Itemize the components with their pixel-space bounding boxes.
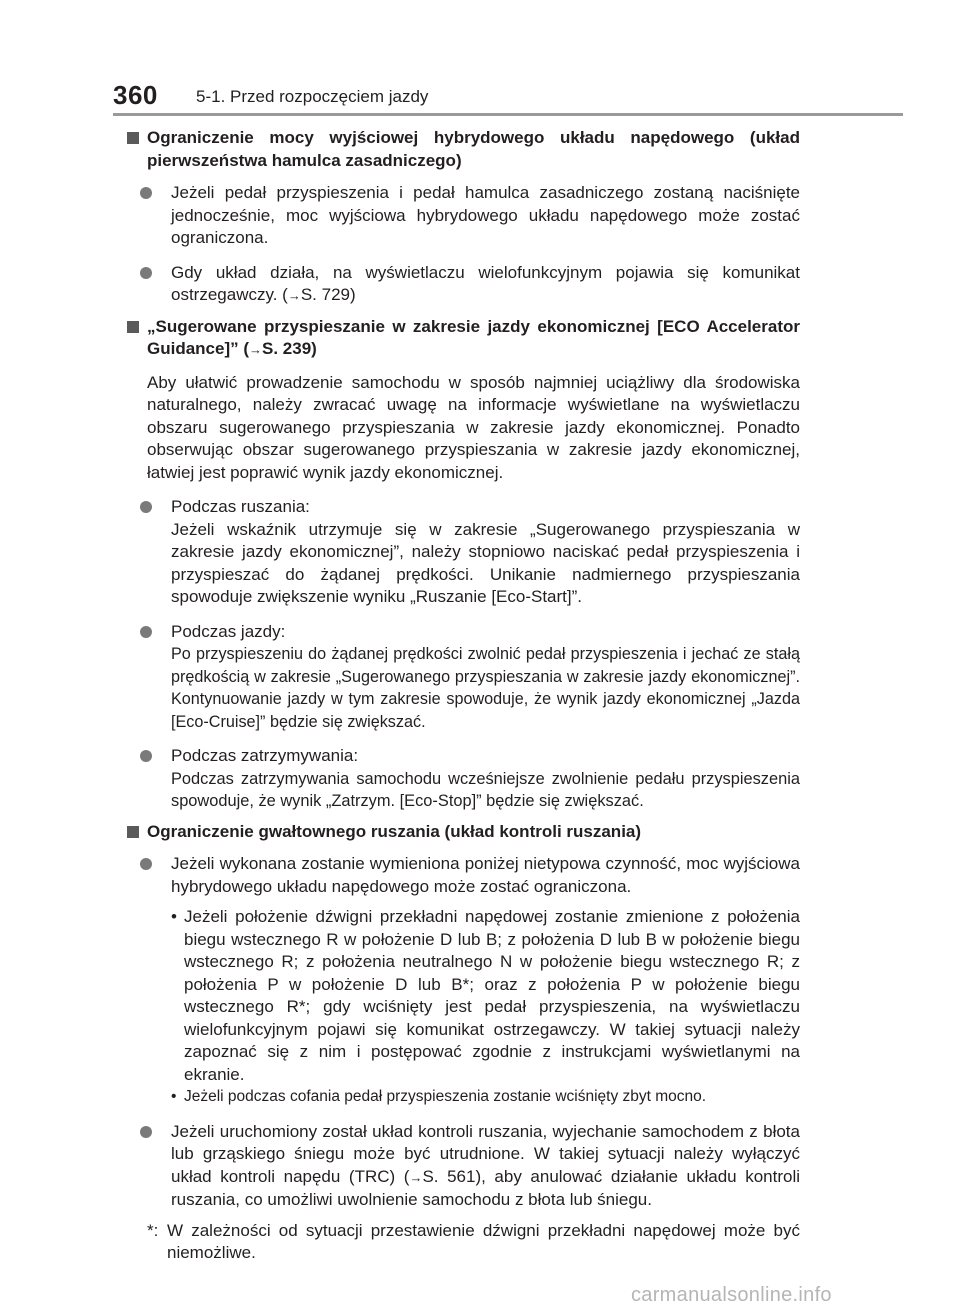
list-item — [127, 621, 800, 734]
sub-list-item-text: Jeżeli położenie dźwigni przekładni napędowej zostanie zmienione z położenia biegu wstecznego R w położenie D lub B; z położenia D lub B w położenie biegu wstecznego R; z położenia neutralnego N w położenie biegu wstecznego R; z położenia P w położenie D lub B*; oraz z położenia P w położenie biegu wstecznego R*; gdy wciśnięty jest pedał przyspieszenia, na wyświetlaczu wielofunkcyjnym pojawi się komunikat ostrzegawczy. W takiej sytuacji należy zapoznać się z nim i postępować zgodnie z instrukcjami wyświetlanymi na ekranie. — [184, 907, 800, 1084]
watermark: carmanualsonline.info — [631, 1284, 832, 1306]
list-item-title: Podczas ruszania: — [171, 497, 310, 516]
page-header — [113, 70, 903, 115]
footnote-text: W zależności od sytuacji przestawienie dźwigni przekładni napędowej może być niemożliwe. — [167, 1220, 800, 1262]
square-bullet-icon — [127, 826, 139, 838]
list-item-text: Jeżeli wykonana zostanie wymieniona poniżej nietypowa czynność, moc wyjściowa hybrydowego układu napędowego może zostać ograniczona. — [171, 854, 800, 896]
circle-bullet-icon — [140, 501, 152, 513]
sub-bullet-marker: • — [171, 1088, 177, 1105]
list-item-text: Gdy układ działa, na wyświetlaczu wielofunkcyjnym pojawia się komunikat ostrzegawczy. ( — [171, 262, 800, 304]
section-heading — [127, 821, 800, 844]
footnote-marker: *: — [147, 1220, 159, 1240]
page-reference-link[interactable]: S. 561), aby anulować działanie układu kontroli ruszania, co umożliwi uwolnienie samochodu z błota lub śniegu. — [171, 1166, 800, 1209]
intro-paragraph: Aby ułatwić prowadzenie samochodu w sposób najmniej uciążliwy dla środowiska naturalnego, należy zwracać uwagę na informacje wyświetlane na wyświetlaczu obszaru sugerowanego przyspieszania w zakresie jazdy ekonomicznej. Ponadto obserwując obszar sugerowanego przyspieszania w zakresie jazdy ekonomicznej, łatwiej jest poprawić wynik jazdy ekonomicznej. — [147, 372, 800, 482]
sub-bullet-marker: • — [171, 907, 177, 926]
arrow-right-icon: → — [409, 1169, 423, 1185]
list-item-text: Jeżeli wskaźnik utrzymuje się w zakresie „Sugerowanego przyspieszania w zakresie jazdy ekonomicznej”, należy stopniowo naciskać pedał przyspieszenia i przyspieszać do żądanej prędkości. Unikanie nadmiernego przyspieszania spowoduje zwiększenie wyniku „Ruszanie [Eco-Start]”. — [171, 519, 800, 606]
heading-text: „Sugerowane przyspieszanie w zakresie jazdy ekonomicznej [ECO Accelerator Guidance]” ( — [147, 316, 800, 358]
sub-list-item-text: Jeżeli podczas cofania pedał przyspieszenia zostanie wciśnięty zbyt mocno. — [184, 1088, 707, 1105]
sub-list-item — [127, 1086, 800, 1109]
circle-bullet-icon — [140, 1126, 152, 1138]
list-item — [127, 182, 800, 250]
list-item-text: Podczas zatrzymywania samochodu wcześniejsze zwolnienie pedału przyspieszenia spowoduje, że wynik „Zatrzym. [Eco-Stop]” będzie się zwiększać. — [171, 769, 800, 810]
square-bullet-icon — [127, 321, 139, 333]
list-item-text: Jeżeli pedał przyspieszenia i pedał hamulca zasadniczego zostaną naciśnięte jednocześnie, moc wyjściowa hybrydowego układu napędowego może zostać ograniczona. — [171, 183, 800, 247]
heading-text: Ograniczenie gwałtownego ruszania (układ kontroli ruszania) — [147, 821, 642, 841]
circle-bullet-icon — [140, 267, 152, 279]
list-item — [127, 496, 800, 609]
list-item-text: Jeżeli uruchomiony został układ kontroli ruszania, wyjechanie samochodem z błota lub grząskiego śniegu może być utrudnione. W takiej sytuacji należy wyłączyć układ kontroli napędu (TRC) ( — [171, 1121, 800, 1186]
heading-text: Ograniczenie mocy wyjściowej hybrydowego układu napędowego (układ pierwszeństwa hamulca zasadniczego) — [147, 128, 800, 170]
page-content — [127, 127, 800, 1265]
circle-bullet-icon — [140, 858, 152, 870]
list-item — [127, 745, 800, 813]
section-heading — [127, 316, 800, 362]
list-item-title: Podczas zatrzymywania: — [171, 746, 359, 765]
arrow-right-icon: → — [287, 288, 301, 303]
header-divider — [113, 113, 903, 116]
footnote — [127, 1220, 800, 1265]
list-item-text: Po przyspieszeniu do żądanej prędkości zwolnić pedał przyspieszenia i jechać ze stałą prędkością w zakresie „Sugerowanego przyspieszania w zakresie jazdy ekonomicznej”. Kontynuowanie jazdy w tym zakresie spowoduje, że wynik jazdy ekonomicznej „Jazda [Eco-Cruise]” będzie się zwiększać. — [171, 645, 800, 731]
list-item — [127, 262, 800, 308]
page-reference-link[interactable]: S. 729) — [300, 285, 356, 304]
circle-bullet-icon — [140, 626, 152, 638]
square-bullet-icon — [127, 132, 139, 144]
list-item — [127, 1121, 800, 1212]
section-title: 5-1. Przed rozpoczęciem jazdy — [196, 87, 429, 106]
circle-bullet-icon — [140, 750, 152, 762]
circle-bullet-icon — [140, 187, 152, 199]
list-item-title: Podczas jazdy: — [171, 621, 286, 641]
list-item — [127, 853, 800, 898]
page-reference-link[interactable]: S. 239) — [262, 339, 317, 358]
section-heading — [127, 127, 800, 172]
arrow-right-icon: → — [249, 342, 263, 357]
sub-list-item — [127, 906, 800, 1086]
page-number: 360 — [113, 80, 158, 110]
